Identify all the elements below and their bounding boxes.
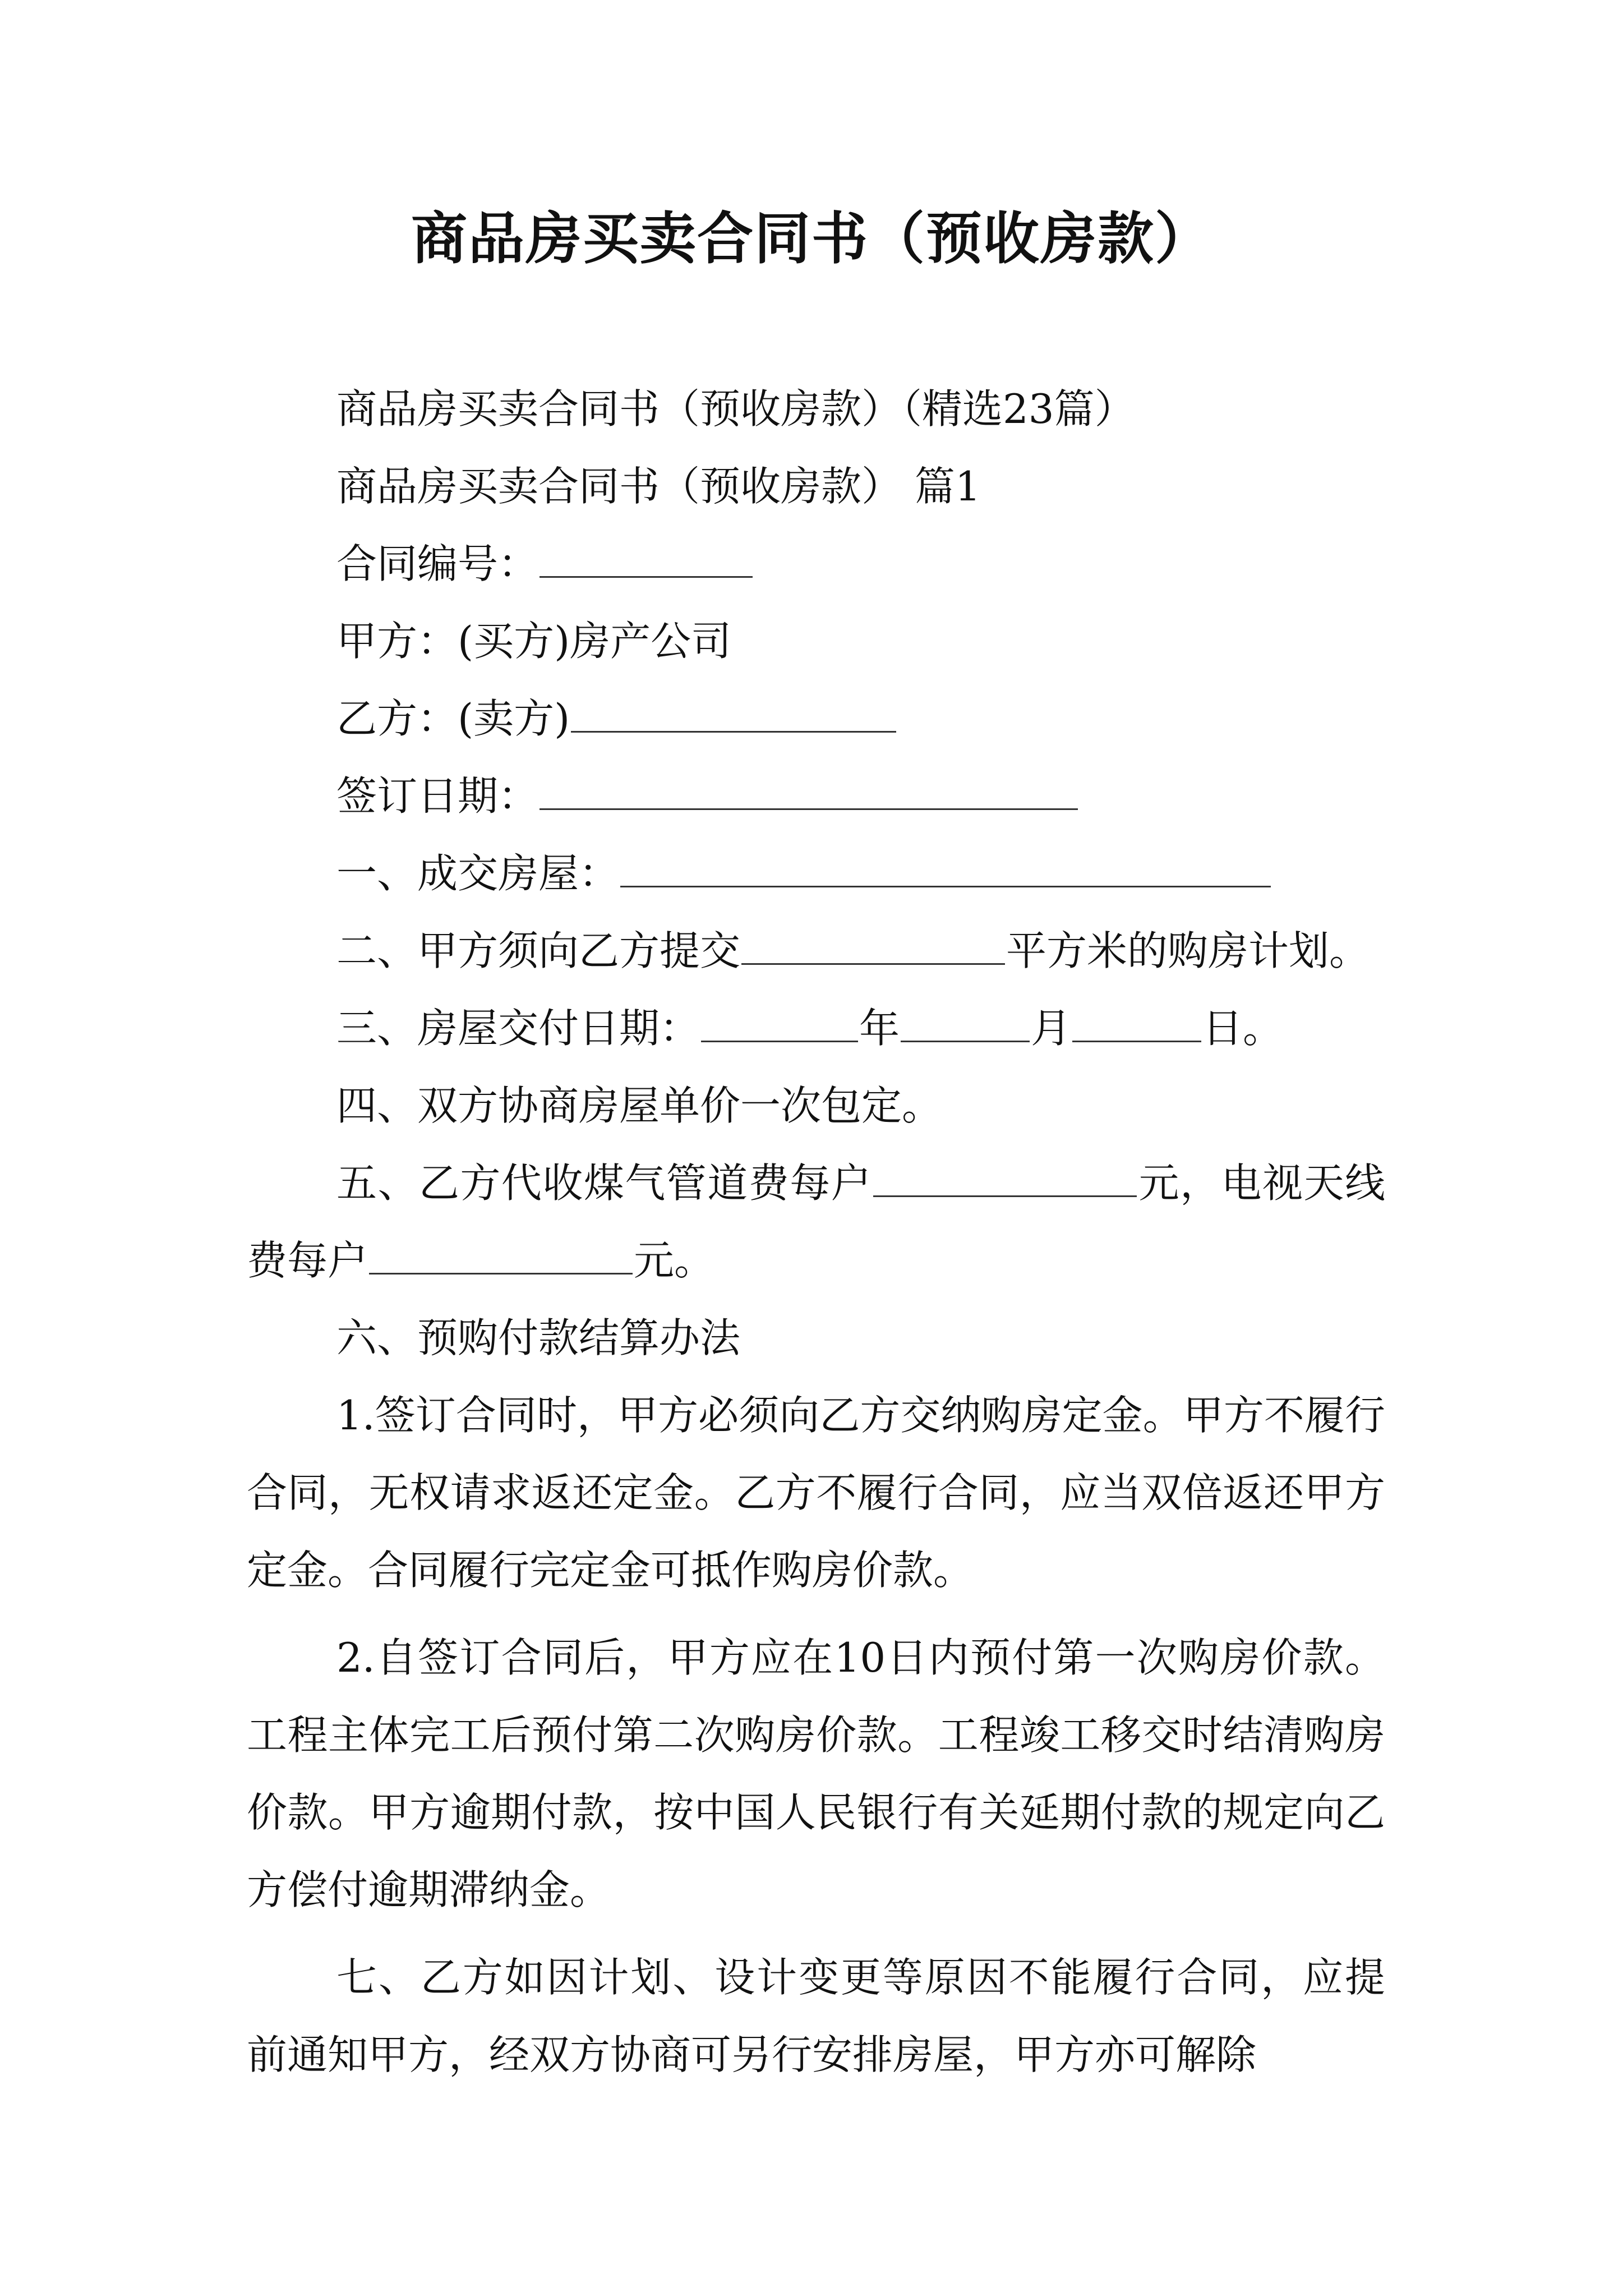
month-blank: [901, 1007, 1030, 1042]
item-2-post: 平方米的购房计划。: [1006, 927, 1370, 974]
item-3-pre: 三、房屋交付日期：: [336, 1005, 700, 1052]
year-label: 年: [859, 1005, 900, 1052]
item-1-label: 一、成交房屋：: [336, 850, 620, 897]
sign-date-label: 签订日期：: [336, 772, 539, 820]
clause-1-paragraph: 1.签订合同时，甲方必须向乙方交纳购房定金。甲方不履行合同，无权请求返还定金。乙方不履行合同，应当双倍返还甲方定金。合同履行完定金可抵作购房价款。: [247, 1392, 1385, 1594]
house-blank: [620, 852, 1271, 887]
item-4-line: 四、双方协商房屋单价一次包定。: [336, 1082, 943, 1129]
item-2-line: [336, 912, 1385, 990]
item-2-pre: 二、甲方须向乙方提交: [336, 927, 741, 974]
party-b-label: 乙方：(卖方): [336, 695, 570, 742]
area-blank: [741, 930, 1005, 965]
document-body: [247, 370, 1385, 2093]
document-title: 商品房买卖合同书（预收房款）: [411, 205, 1212, 272]
subtitle-line: 商品房买卖合同书（预收房款）（精选23篇）: [336, 385, 1135, 432]
gas-fee-blank: [873, 1162, 1137, 1197]
sign-date-blank: [540, 775, 1078, 810]
contract-number-blank: [540, 542, 753, 578]
contract-number-line: [336, 525, 1385, 602]
item-6-line: 六、预购付款结算办法: [336, 1314, 741, 1361]
clause-2-paragraph: 2.自签订合同后，甲方应在10日内预付第一次购房价款。工程主体完工后预付第二次购房价款。工程竣工移交时结清购房价款。甲方逾期付款，按中国人民银行有关延期付款的规定向乙方偿付逾期滞纳金。: [247, 1634, 1385, 1913]
item-5-post: 元。: [634, 1237, 715, 1284]
party-b-blank: [571, 697, 896, 733]
sign-date-line: [336, 757, 1385, 835]
item-7-paragraph: 七、乙方如因计划、设计变更等原因不能履行合同，应提前通知甲方，经双方协商可另行安排房屋，甲方亦可解除: [247, 1954, 1385, 2078]
item-5-pre: 五、乙方代收煤气管道费每户: [336, 1159, 873, 1207]
item-1-line: [336, 835, 1385, 912]
item-5-mid: 元，电视天线费每户: [247, 1159, 1385, 1284]
item-3-line: [336, 990, 1385, 1067]
month-label: 月: [1031, 1005, 1072, 1052]
year-blank: [701, 1007, 858, 1042]
contract-number-label: 合同编号：: [336, 540, 539, 587]
day-blank: [1072, 1007, 1201, 1042]
party-a-line: 甲方：(买方)房产公司: [336, 618, 732, 665]
tv-fee-blank: [369, 1239, 633, 1274]
item-5-paragraph: [247, 1144, 1385, 1299]
chapter-heading: 商品房买卖合同书（预收房款） 篇1: [336, 463, 981, 510]
party-b-line: [336, 680, 1385, 757]
day-label: 日。: [1202, 1005, 1284, 1052]
